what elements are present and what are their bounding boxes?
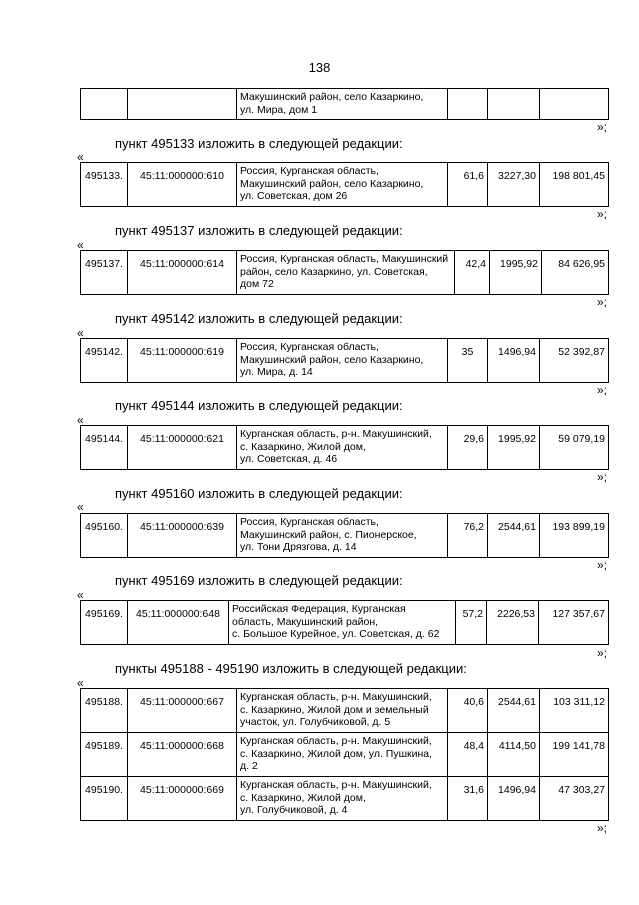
area-value: 29,6 (448, 426, 488, 470)
cadastral-value: 84 626,95 (542, 251, 609, 295)
price-value: 2226,53 (487, 601, 539, 645)
price-value: 2544,61 (488, 514, 540, 558)
cadastral-number: 45:11:000000:621 (128, 426, 237, 470)
register-table (80, 250, 609, 295)
opening-quote: « (77, 238, 84, 252)
address-line: Макушинский район, село Казаркино, (240, 177, 424, 190)
address-line: Россия, Курганская область, (240, 165, 379, 177)
item-number: 495190. (81, 777, 128, 821)
amendment-instruction: пункт 495144 изложить в следующей редакции: (115, 398, 403, 413)
address-line: дом 72 (240, 278, 274, 290)
address-line: ул. Голубчиковой, д. 4 (240, 804, 348, 816)
area-value: 61,6 (448, 163, 488, 207)
opening-quote: « (77, 676, 84, 690)
address-line: Макушинский район, село Казаркино, (240, 353, 424, 366)
address-line: Курганская область, р-н. Макушинский, (240, 428, 432, 440)
cadastral-value: 59 079,19 (540, 426, 609, 470)
register-table (80, 338, 609, 383)
table-row (81, 89, 609, 120)
address-line: ул. Мира, дом 1 (240, 103, 318, 116)
address-line: Россия, Курганская область, (240, 341, 379, 353)
empty-cell (128, 89, 237, 120)
address-cell (237, 339, 448, 383)
opening-quote: « (77, 588, 84, 602)
closing-quote: »; (597, 383, 608, 397)
area-value: 76,2 (448, 514, 488, 558)
opening-quote: « (77, 413, 84, 427)
cadastral-value: 127 357,67 (539, 601, 609, 645)
item-number: 495189. (81, 733, 128, 777)
address-line: д. 2 (240, 760, 258, 772)
register-table (80, 513, 609, 558)
closing-quote: »; (597, 821, 608, 835)
price-value: 1995,92 (488, 426, 540, 470)
cadastral-number: 45:11:000000:614 (128, 251, 237, 295)
address-line: участок, ул. Голубчиковой, д. 5 (240, 716, 391, 728)
price-value: 1496,94 (488, 339, 540, 383)
register-table (80, 425, 609, 470)
table-row (81, 689, 609, 733)
address-cell (237, 689, 448, 733)
closing-quote: »; (597, 558, 608, 572)
table-row (81, 601, 609, 645)
address-line: Курганская область, р-н. Макушинский, (240, 691, 432, 703)
page-number: 138 (308, 60, 331, 75)
address-line: ул. Тони Дрязгова, д. 14 (240, 541, 357, 553)
item-number: 495144. (81, 426, 128, 470)
table-row (81, 733, 609, 777)
price-value: 4114,50 (488, 733, 540, 777)
address-line: ул. Советская, д. 46 (240, 453, 338, 465)
closing-quote: »; (597, 295, 608, 309)
address-line: с. Большое Курейное, ул. Советская, д. 62 (232, 628, 440, 640)
table-row (81, 426, 609, 470)
address-cell (237, 426, 448, 470)
table-row (81, 163, 609, 207)
address-line: Российская Федерация, Курганская (232, 603, 406, 615)
address-cell (229, 601, 456, 645)
opening-quote: « (77, 150, 84, 164)
area-value: 35 (448, 339, 488, 383)
address-line: Курганская область, р-н. Макушинский, (240, 779, 432, 791)
closing-quote: »; (597, 120, 608, 134)
closing-quote: »; (597, 646, 608, 660)
cadastral-value: 193 899,19 (540, 514, 609, 558)
amendment-instruction: пункт 495133 изложить в следующей редакции: (115, 136, 403, 151)
price-value: 2544,61 (488, 689, 540, 733)
opening-quote: « (77, 326, 84, 340)
area-value: 57,2 (456, 601, 487, 645)
address-line: с. Казаркино, Жилой дом и земельный (240, 703, 429, 716)
empty-cell (488, 89, 540, 120)
table-row (81, 339, 609, 383)
cadastral-number: 45:11:000000:668 (128, 733, 237, 777)
address-line: область, Макушинский район, (232, 615, 379, 628)
item-number: 495133. (81, 163, 128, 207)
address-cell (237, 251, 455, 295)
address-cell (237, 89, 448, 120)
table-row (81, 514, 609, 558)
amendment-instruction: пункт 495169 изложить в следующей редакции: (115, 573, 403, 588)
cadastral-value: 199 141,78 (540, 733, 609, 777)
opening-quote: « (77, 500, 84, 514)
table-row (81, 251, 609, 295)
table-row (81, 777, 609, 821)
area-value: 40,6 (448, 689, 488, 733)
address-line: Россия, Курганская область, Макушинский (240, 253, 449, 265)
area-value: 48,4 (448, 733, 488, 777)
address-line: с. Казаркино, Жилой дом, (240, 440, 366, 453)
cadastral-value: 52 392,87 (540, 339, 609, 383)
address-line: с. Казаркино, Жилой дом, (240, 791, 366, 804)
amendment-instruction: пункт 495137 изложить в следующей редакции: (115, 223, 403, 238)
address-line: Макушинский район, село Казаркино, (240, 91, 424, 103)
address-line: с. Казаркино, Жилой дом, ул. Пушкина, (240, 747, 433, 760)
address-cell (237, 733, 448, 777)
address-line: район, село Казаркино, ул. Советская, (240, 265, 428, 278)
cadastral-value: 198 801,45 (540, 163, 609, 207)
register-table (80, 688, 609, 821)
empty-cell (540, 89, 609, 120)
cadastral-value: 47 303,27 (540, 777, 609, 821)
cadastral-number: 45:11:000000:639 (128, 514, 237, 558)
cadastral-number: 45:11:000000:648 (128, 601, 229, 645)
price-value: 1995,92 (490, 251, 542, 295)
closing-quote: »; (597, 207, 608, 221)
top-fragment-table (80, 88, 609, 120)
price-value: 1496,94 (488, 777, 540, 821)
cadastral-number: 45:11:000000:667 (128, 689, 237, 733)
amendment-instruction: пункт 495160 изложить в следующей редакции: (115, 486, 403, 501)
address-line: ул. Советская, дом 26 (240, 190, 348, 202)
cadastral-number: 45:11:000000:619 (128, 339, 237, 383)
item-number: 495137. (81, 251, 128, 295)
price-value: 3227,30 (488, 163, 540, 207)
area-value: 42,4 (455, 251, 490, 295)
item-number: 495169. (81, 601, 128, 645)
register-table (80, 162, 609, 207)
address-line: Россия, Курганская область, (240, 516, 379, 528)
cadastral-number: 45:11:000000:610 (128, 163, 237, 207)
address-cell (237, 777, 448, 821)
address-line: Макушинский район, с. Пионерское, (240, 528, 417, 541)
cadastral-number: 45:11:000000:669 (128, 777, 237, 821)
address-cell (237, 514, 448, 558)
area-value: 31,6 (448, 777, 488, 821)
address-cell (237, 163, 448, 207)
item-number: 495188. (81, 689, 128, 733)
item-number: 495160. (81, 514, 128, 558)
cadastral-value: 103 311,12 (540, 689, 609, 733)
item-number: 495142. (81, 339, 128, 383)
empty-cell (81, 89, 128, 120)
closing-quote: »; (597, 470, 608, 484)
address-line: Курганская область, р-н. Макушинский, (240, 735, 432, 747)
amendment-instruction: пункт 495142 изложить в следующей редакции: (115, 311, 403, 326)
register-table (80, 600, 609, 645)
address-line: ул. Мира, д. 14 (240, 366, 313, 378)
empty-cell (448, 89, 488, 120)
amendment-instruction: пункты 495188 - 495190 изложить в следующей редакции: (115, 661, 467, 676)
